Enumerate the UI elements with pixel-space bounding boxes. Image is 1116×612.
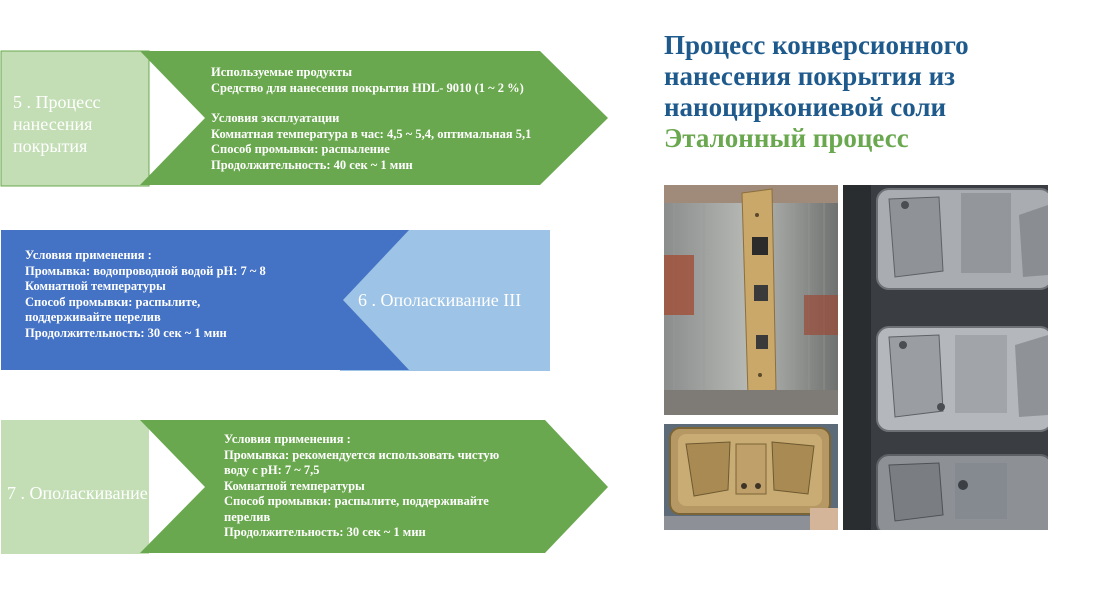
step-7-line: Промывка: рекомендуется использовать чистую	[224, 447, 500, 462]
step-6-line: Промывка: водопроводной водой pH: 7 ~ 8	[25, 263, 266, 278]
step-7-title: 7 . Ополаскивание IV	[7, 483, 172, 503]
step-5-line: Комнатная температура в час: 4,5 ~ 5,4, оптимальная 5,1	[211, 126, 532, 141]
page-heading	[664, 30, 1104, 154]
step-7-line: воду с pH: 7 ~ 7,5	[224, 463, 320, 477]
step-5-line: Используемые продукты	[211, 65, 353, 79]
step-7-line: Комнатной температуры	[224, 478, 365, 493]
step-6-line: Продолжительность: 30 сек ~ 1 мин	[25, 325, 227, 340]
step-5-title: 5 . Процесс нанесения покрытия	[13, 92, 101, 156]
step-6-line: Способ промывки: распылите,	[25, 294, 201, 309]
step-7-details	[224, 432, 499, 541]
step-6-line: поддерживайте перелив	[25, 310, 161, 324]
step-5-line: Продолжительность: 40 сек ~ 1 мин	[211, 157, 413, 172]
step-7-line: Условия применения :	[224, 432, 351, 446]
step-5-line: Средство для нанесения покрытия HDL- 9010 (1 ~ 2 %)	[211, 80, 524, 95]
step-5-details	[211, 65, 531, 173]
step-7-line: Продолжительность: 30 сек ~ 1 мин	[224, 525, 426, 539]
step-7-line: Способ промывки: распылите, поддерживайте	[224, 494, 489, 508]
step-5-line: Условия эксплуатации	[211, 111, 340, 125]
heading-subtitle: Эталонный процесс	[664, 123, 909, 153]
coated-rack-photo	[664, 185, 838, 415]
heading-line-1: Процесс конверсионного	[664, 30, 969, 60]
step-6-details	[25, 248, 266, 341]
step-6-title: 6 . Ополаскивание III	[358, 290, 522, 310]
step-6-line: Условия применения :	[25, 248, 152, 262]
stacked-trays-photo	[843, 185, 1048, 530]
step-5-spacer	[211, 96, 531, 111]
step-7-block	[0, 419, 612, 555]
step-5-line: Способ промывки: распыление	[211, 142, 390, 156]
heading-line-3: наноциркониевой соли	[664, 92, 947, 122]
step-7-line: перелив	[224, 509, 271, 524]
step-6-block	[0, 229, 552, 372]
step-6-line: Комнатной температуры	[25, 279, 166, 293]
step-5-block	[0, 50, 612, 187]
coated-tray-photo	[664, 424, 838, 530]
heading-line-2: нанесения покрытия из	[664, 61, 955, 91]
